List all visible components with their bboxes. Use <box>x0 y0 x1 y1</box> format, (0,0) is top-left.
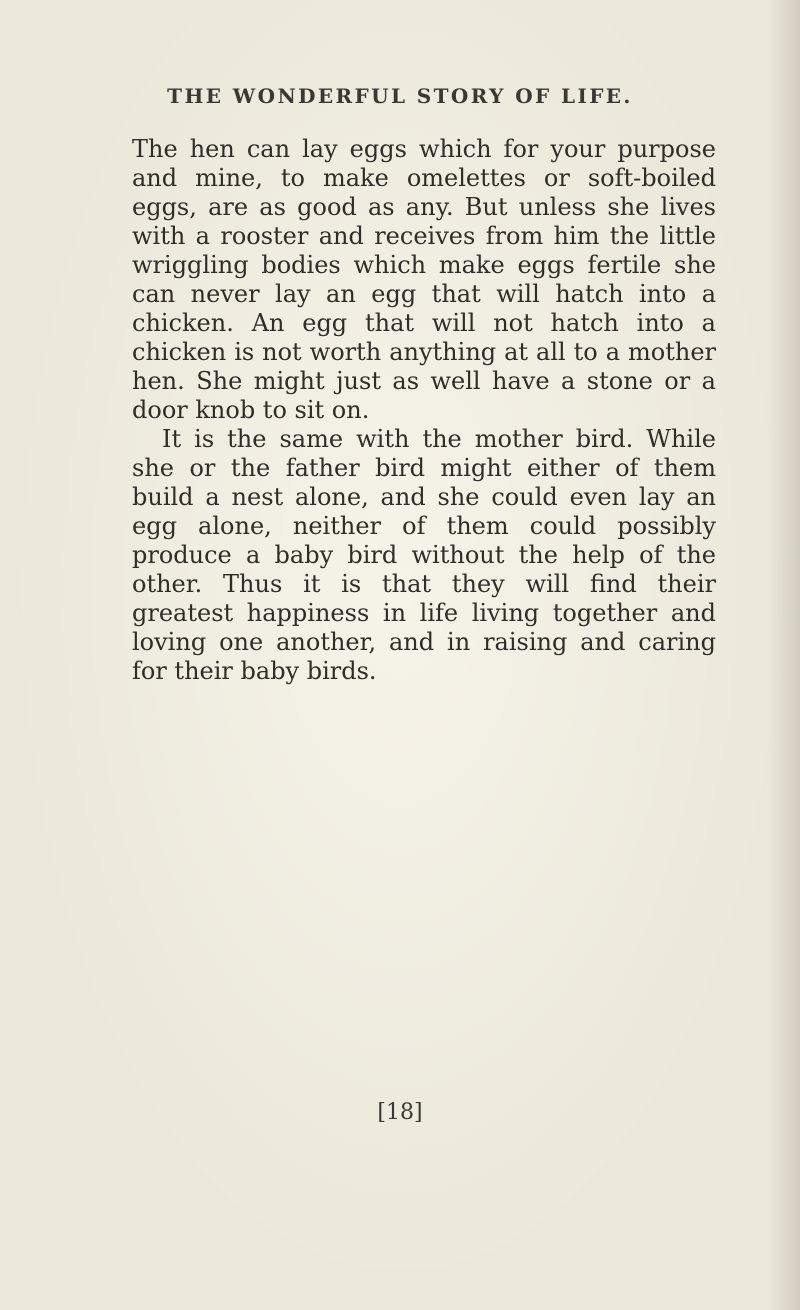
page-number: [18] <box>377 1100 423 1125</box>
body-text <box>132 135 716 686</box>
running-head: THE WONDERFUL STORY OF LIFE. <box>167 84 633 108</box>
paragraph-1: The hen can lay eggs which for your purpose and mine, to make omelettes or soft-boiled eggs, are as good as any. But unless she lives with a rooster and receives from him the little wriggling bodies which make eggs fertile she can never lay an egg that will hatch into a chicken. An egg that will not hatch into a chicken is not worth anything at all to a mother hen. She might just as well have a stone or a door knob to sit on. <box>132 135 716 424</box>
paragraph-2: It is the same with the mother bird. While she or the father bird might either of them build a nest alone, and she could even lay an egg alone, neither of them could possibly produce a baby bird without the help of the other. Thus it is that they will find their greatest happiness in life living together and loving one another, and in raising and caring for their baby birds. <box>132 425 716 685</box>
